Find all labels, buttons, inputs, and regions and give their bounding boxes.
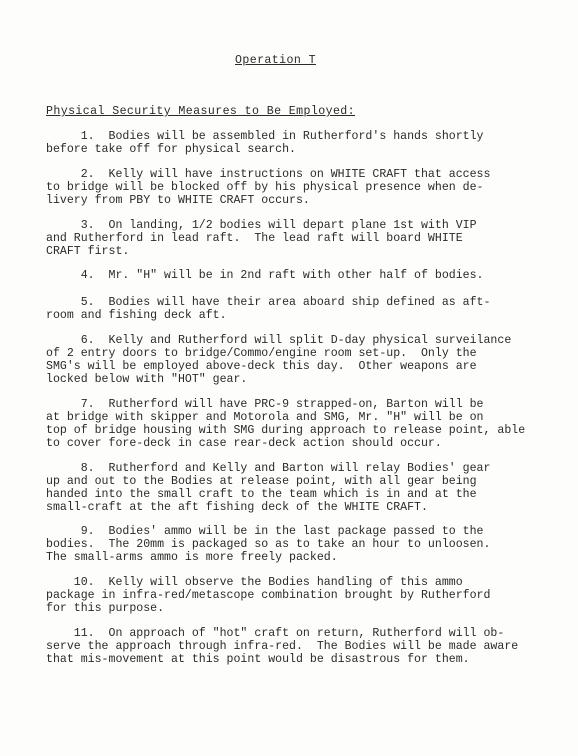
text-line: top of bridge housing with SMG during approach to release point, able <box>46 424 526 437</box>
text-line: 4. Mr. "H" will be in 2nd raft with other half of bodies. <box>46 269 484 282</box>
text-line: to bridge will be blocked off by his physical presence when de- <box>46 181 484 194</box>
text-line: before take off for physical search. <box>46 143 296 156</box>
text-line: 10. Kelly will observe the Bodies handling of this ammo <box>46 576 463 589</box>
paragraph-10 <box>46 576 571 615</box>
text-line: bodies. The 20mm is packaged so as to take an hour to unloosen. <box>46 538 491 551</box>
text-line: 1. Bodies will be assembled in Rutherford's hands shortly <box>46 130 484 143</box>
text-line: to cover fore-deck in case rear-deck action should occur. <box>46 437 442 450</box>
paragraph-8 <box>46 462 571 514</box>
text-line: handed into the small craft to the team which is in and at the <box>46 488 477 501</box>
text-line: serve the approach through infra-red. The Bodies will be made aware <box>46 640 519 653</box>
text-line: up and out to the Bodies at release point, with all gear being <box>46 475 477 488</box>
text-line: package in infra-red/metascope combination brought by Rutherford <box>46 589 491 602</box>
paragraph-11 <box>46 627 571 666</box>
text-line: 7. Rutherford will have PRC-9 strapped-on, Barton will be <box>46 398 484 411</box>
text-line: 6. Kelly and Rutherford will split D-day physical surveilance <box>46 334 512 347</box>
text-line: small-craft at the aft fishing deck of the WHITE CRAFT. <box>46 501 428 514</box>
text-line: 2. Kelly will have instructions on WHITE CRAFT that access <box>46 168 491 181</box>
text-line: locked below with "HOT" gear. <box>46 373 248 386</box>
text-line: CRAFT first. <box>46 245 130 258</box>
text-line: of 2 entry doors to bridge/Commo/engine room set-up. Only the <box>46 347 477 360</box>
paragraph-9 <box>46 525 571 564</box>
paragraph-6 <box>46 334 571 386</box>
paragraph-4 <box>46 269 571 282</box>
text-line: for this purpose. <box>46 602 165 615</box>
document-title: Operation T <box>235 54 316 67</box>
text-line: 3. On landing, 1/2 bodies will depart plane 1st with VIP <box>46 219 477 232</box>
text-line: livery from PBY to WHITE CRAFT occurs. <box>46 194 310 207</box>
text-line: room and fishing deck aft. <box>46 309 227 322</box>
paragraph-1 <box>46 130 571 156</box>
text-line: that mis-movement at this point would be disastrous for them. <box>46 653 470 666</box>
text-line: 5. Bodies will have their area aboard ship defined as aft- <box>46 296 491 309</box>
paragraph-7 <box>46 398 571 450</box>
paragraph-3 <box>46 219 571 258</box>
paragraph-5 <box>46 296 571 322</box>
text-line: 8. Rutherford and Kelly and Barton will relay Bodies' gear <box>46 462 491 475</box>
text-line: SMG's will be employed above-deck this day. Other weapons are <box>46 360 477 373</box>
text-line: and Rutherford in lead raft. The lead raft will board WHITE <box>46 232 463 245</box>
text-line: The small-arms ammo is more freely packed. <box>46 551 338 564</box>
section-heading: Physical Security Measures to Be Employed: <box>46 105 356 118</box>
text-line: 9. Bodies' ammo will be in the last package passed to the <box>46 525 484 538</box>
paragraph-2 <box>46 168 571 207</box>
text-line: at bridge with skipper and Motorola and SMG, Mr. "H" will be on <box>46 411 484 424</box>
text-line: 11. On approach of "hot" craft on return, Rutherford will ob- <box>46 627 505 640</box>
